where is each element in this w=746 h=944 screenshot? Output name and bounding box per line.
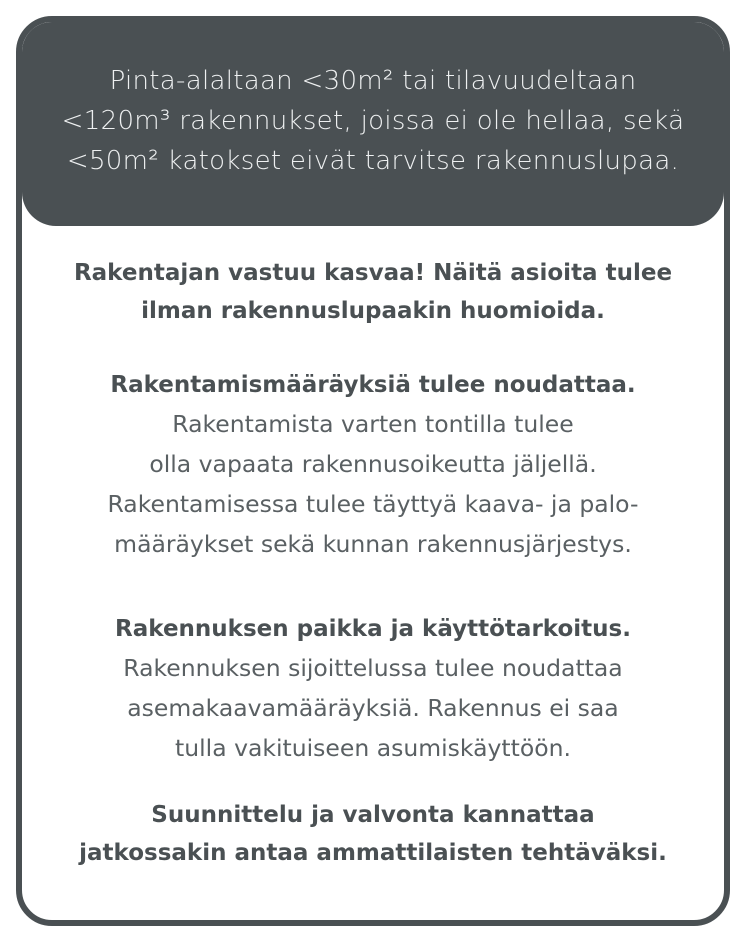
regulations-line: Rakentamisessa tulee täyttyä kaava- ja palo- bbox=[107, 490, 639, 518]
header-line: Pinta-alaltaan <30m² tai tilavuudeltaan bbox=[109, 66, 637, 96]
header-line: <120m³ rakennukset, joissa ei ole hellaa, sekä bbox=[61, 106, 685, 136]
location-line: tulla vakituiseen asumiskäyttöön. bbox=[175, 734, 571, 762]
regulations-section bbox=[22, 366, 724, 564]
header-line: <50m² katokset eivät tarvitse rakennuslupaa. bbox=[66, 146, 680, 176]
regulations-line: Rakentamista varten tontilla tulee bbox=[172, 410, 574, 438]
intro-line: ilman rakennuslupaakin huomioida. bbox=[141, 298, 605, 324]
closing-line: jatkossakin antaa ammattilaisten tehtäväksi. bbox=[79, 840, 667, 866]
location-line: Rakennuksen sijoittelussa tulee noudattaa bbox=[123, 654, 623, 682]
permit-exemption-text bbox=[62, 61, 685, 181]
regulations-line: olla vapaata rakennusoikeutta jäljellä. bbox=[149, 450, 597, 478]
location-section bbox=[22, 610, 724, 768]
closing-line: Suunnittelu ja valvonta kannattaa bbox=[151, 802, 595, 828]
regulations-line: määräykset sekä kunnan rakennusjärjestys. bbox=[114, 530, 632, 558]
location-title: Rakennuksen paikka ja käyttötarkoitus. bbox=[115, 616, 631, 642]
closing-block bbox=[22, 796, 724, 872]
location-line: asemakaavamääräyksiä. Rakennus ei saa bbox=[127, 694, 619, 722]
intro-line: Rakentajan vastuu kasvaa! Näitä asioita tulee bbox=[73, 260, 673, 286]
regulations-title: Rakentamismääräyksiä tulee noudattaa. bbox=[110, 372, 636, 398]
info-card bbox=[16, 16, 730, 926]
card-header bbox=[22, 22, 724, 226]
intro-block bbox=[22, 254, 724, 330]
